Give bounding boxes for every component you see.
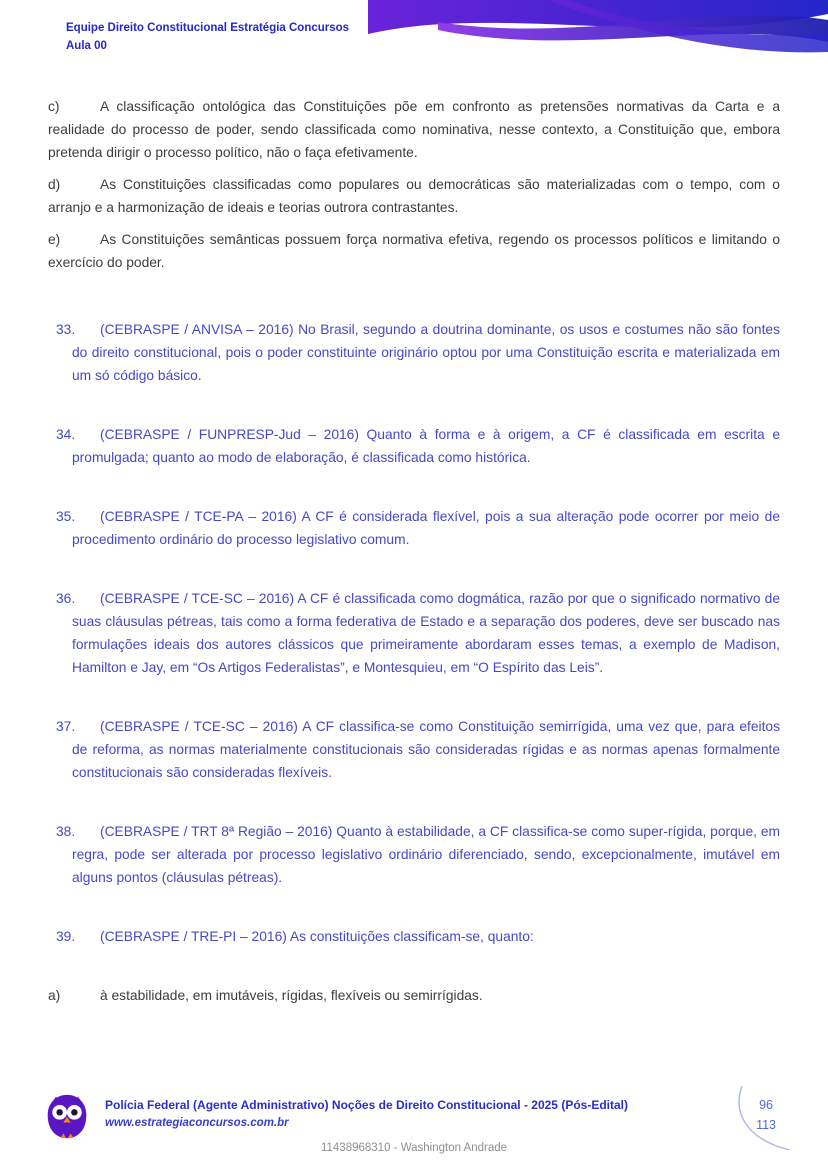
question-39 (48, 925, 780, 948)
question-number: 39. (56, 929, 76, 944)
question-text: (CEBRASPE / FUNPRESP-Jud – 2016) Quanto à forma e à origem, a CF é classificada em escrita e promulgada; quanto ao modo de elaboração, é classificada como histórica. (72, 427, 780, 465)
alternative-text: As Constituições classificadas como populares ou democráticas são materializadas com o tempo, com o arranjo e a harmonização de ideais e teorias outrora contrastantes. (48, 177, 780, 215)
question-33 (48, 318, 780, 387)
question-text: (CEBRASPE / TCE-SC – 2016) A CF é classificada como dogmática, razão por que o significado normativo de suas cláusulas pétreas, tais como a forma federativa de Estado e a separação dos poderes, deve ser buscado nas formulações ideais dos autores clássicos que primeiramente abordaram esses temas, a exemplo de Madison, Hamilton e Jay, em “Os Artigos Federalistas”, e Montesquieu, em “O Espírito das Leis”. (72, 591, 780, 675)
alternative-text: à estabilidade, em imutáveis, rígidas, flexíveis ou semirrígidas. (100, 988, 483, 1003)
page-header (66, 21, 349, 54)
question-number: 37. (56, 719, 76, 734)
question-38 (48, 820, 780, 889)
question-number: 36. (56, 591, 76, 606)
question-37 (48, 715, 780, 784)
question-36 (48, 587, 780, 679)
question-text: (CEBRASPE / TRE-PI – 2016) As constituições classificam-se, quanto: (100, 929, 534, 944)
alternative-text: A classificação ontológica das Constituições põe em confronto as pretensões normativas da Carta e a realidade do processo de poder, sendo classificada como nominativa, nesse contexto, a Constituição que, embora pretenda dirigir o processo político, não o faça efetivamente. (48, 99, 780, 160)
question-text: (CEBRASPE / TCE-PA – 2016) A CF é considerada flexível, pois a sua alteração pode ocorrer por meio de procedimento ordinário do processo legislativo comum. (72, 509, 780, 547)
current-page-number: 96 (759, 1098, 773, 1112)
page-numbers (756, 1095, 776, 1135)
page-footer (0, 1090, 828, 1150)
footer-website-link[interactable]: www.estrategiaconcursos.com.br (105, 1117, 289, 1129)
alternative-text: As Constituições semânticas possuem força normativa efetiva, regendo os processos políticos e limitando o exercício do poder. (48, 232, 780, 270)
alternative-label: a) (48, 988, 61, 1003)
estrategia-owl-logo-icon (44, 1092, 90, 1140)
footer-course-title: Polícia Federal (Agente Administrativo) Noções de Direito Constitucional - 2025 (Pós-Edital) (105, 1098, 628, 1112)
alternative-c (48, 95, 780, 164)
document-body (48, 95, 780, 1007)
question-text: (CEBRASPE / TRT 8ª Região – 2016) Quanto à estabilidade, a CF classifica-se como super-rígida, porque, em regra, pode ser alterada por processo legislativo ordinário diferenciado, sendo, excepcionalmente, imutável em alguns pontos (cláusulas pétreas). (72, 824, 780, 885)
question-text: (CEBRASPE / ANVISA – 2016) No Brasil, segundo a doutrina dominante, os usos e costumes não são fontes do direito constitucional, pois o poder constituinte originário optou por uma Constituição escrita e materializada em um só código básico. (72, 322, 780, 383)
question-number: 33. (56, 322, 76, 337)
alternative-a (48, 984, 780, 1007)
header-lesson-line: Aula 00 (66, 40, 107, 52)
question-list (48, 318, 780, 948)
question-34 (48, 423, 780, 469)
question-35 (48, 505, 780, 551)
alternative-label: c) (48, 99, 60, 114)
question-number: 38. (56, 824, 76, 839)
total-page-number: 113 (756, 1118, 776, 1132)
footer-text-block (105, 1098, 628, 1129)
question-number: 34. (56, 427, 76, 442)
alternatives-bottom (48, 984, 780, 1007)
student-watermark: 11438968310 - Washington Andrade (320, 1142, 508, 1154)
alternative-label: d) (48, 177, 61, 192)
decorative-ribbon (368, 0, 828, 72)
alternative-e (48, 228, 780, 274)
header-team-line: Equipe Direito Constitucional Estratégia Concursos (66, 22, 350, 34)
question-number: 35. (56, 509, 76, 524)
alternative-d (48, 173, 780, 219)
question-text: (CEBRASPE / TCE-SC – 2016) A CF classifica-se como Constituição semirrígida, uma vez que, para efeitos de reforma, as normas materialmente constitucionais são consideradas rígidas e as normas apenas formalmente constitucionais são consideradas flexíveis. (72, 719, 780, 780)
alternative-label: e) (48, 232, 61, 247)
